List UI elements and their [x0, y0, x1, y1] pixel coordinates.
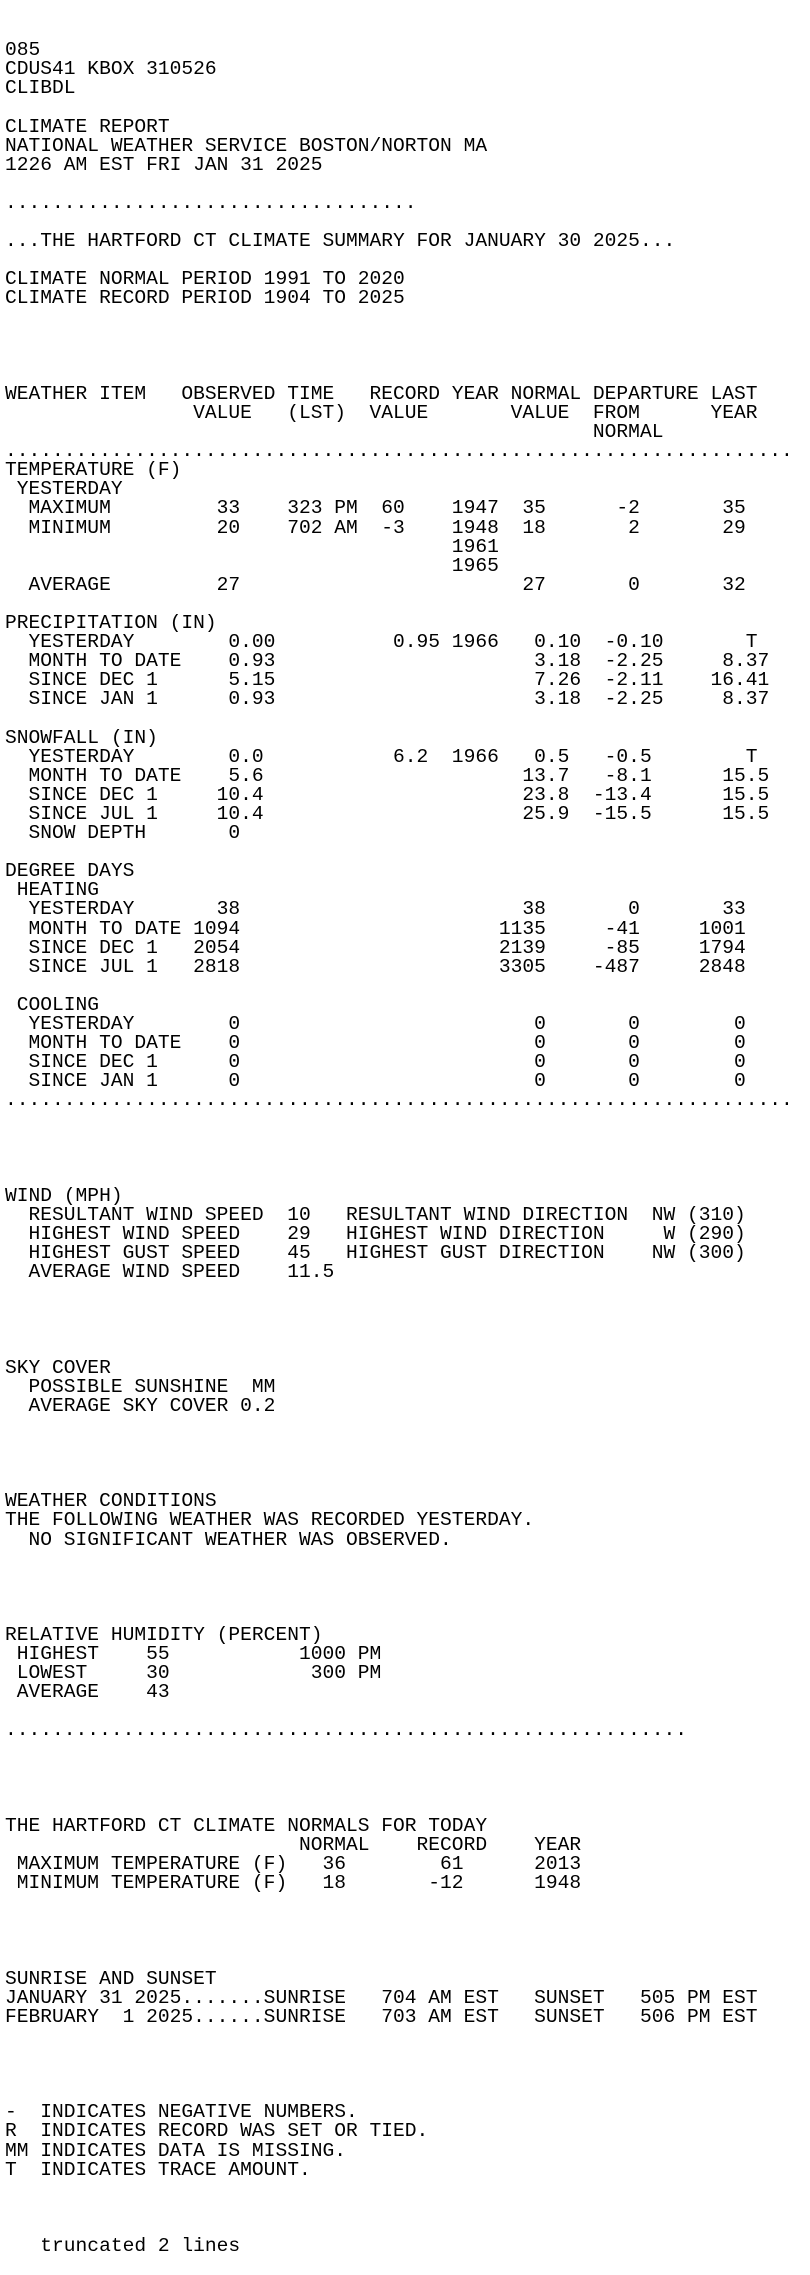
summary-table-line: SINCE JAN 1 0 0 0 0 [5, 1070, 746, 1093]
summary-table-line: SINCE JUL 1 10.4 25.9 -15.5 15.5 [5, 802, 770, 825]
summary-table-line: ................................................................... [5, 1089, 793, 1112]
header-line: CLIMATE NORMAL PERIOD 1991 TO 2020 [5, 268, 405, 291]
normals-section-line [5, 1912, 810, 1931]
header-line: CDUS41 KBOX 310526 [5, 58, 217, 81]
sky-cover-section [5, 1356, 810, 1454]
humidity-section-line: .......................................................... [5, 1719, 687, 1742]
summary-table-line: MONTH TO DATE 0 0 0 0 [5, 1032, 746, 1055]
summary-table-line: SINCE DEC 1 2054 2139 -85 1794 [5, 936, 746, 959]
climate-summary-table [5, 382, 810, 1149]
weather-conditions-section [5, 1492, 810, 1587]
summary-table-line: COOLING [5, 993, 100, 1016]
summary-table-line: YESTERDAY [5, 478, 123, 501]
legend-line: - INDICATES NEGATIVE NUMBERS. [5, 2101, 358, 2124]
sunrise-sunset-section [5, 1967, 810, 2065]
summary-table-line: ................................................................... [5, 440, 793, 463]
summary-table-line: SNOW DEPTH 0 [5, 822, 241, 845]
weather-conditions-line: NO SIGNIFICANT WEATHER WAS OBSERVED. [5, 1528, 452, 1551]
weather-conditions-line: WEATHER CONDITIONS [5, 1490, 217, 1513]
sun-section-line: SUNRISE AND SUNSET [5, 1967, 217, 1990]
climate-normals-section [5, 1814, 810, 1932]
header-line: 085 [5, 39, 41, 62]
sky-section-line: POSSIBLE SUNSHINE MM [5, 1375, 276, 1398]
wind-section-line [5, 1282, 810, 1301]
header-line: CLIBDL [5, 77, 76, 100]
legend-line: T INDICATES TRACE AMOUNT. [5, 2158, 311, 2181]
summary-table-line: NORMAL [5, 421, 664, 444]
summary-table-line: MONTH TO DATE 5.6 13.7 -8.1 15.5 [5, 764, 770, 787]
summary-table-line: TEMPERATURE (F) [5, 459, 182, 482]
weather-conditions-line [5, 1569, 810, 1588]
summary-table-line: 1961 [5, 535, 499, 558]
header-line: CLIMATE REPORT [5, 115, 170, 138]
summary-table-line: MONTH TO DATE 1094 1135 -41 1001 [5, 917, 746, 940]
weather-conditions-line: THE FOLLOWING WEATHER WAS RECORDED YESTERDAY. [5, 1509, 535, 1532]
humidity-section-line: RELATIVE HUMIDITY (PERCENT) [5, 1623, 323, 1646]
normals-section-line: NORMAL RECORD YEAR [5, 1834, 582, 1856]
summary-table-line: PRECIPITATION (IN) [5, 612, 217, 634]
wind-section-line: AVERAGE WIND SPEED 11.5 [5, 1261, 335, 1284]
header-line [5, 98, 810, 117]
header-line: ...THE HARTFORD CT CLIMATE SUMMARY FOR JANUARY 30 2025... [5, 230, 676, 253]
sun-section-line [5, 2027, 810, 2046]
summary-table-line: SINCE DEC 1 10.4 23.8 -13.4 15.5 [5, 783, 770, 806]
humidity-section-line [5, 1741, 810, 1760]
summary-table-line: SINCE DEC 1 5.15 7.26 -2.11 16.41 [5, 669, 770, 692]
summary-table-line: VALUE (LST) VALUE VALUE FROM YEAR [5, 401, 758, 424]
summary-table-line: SINCE JUL 1 2818 3305 -487 2848 [5, 955, 746, 978]
normals-section-line: MAXIMUM TEMPERATURE (F) 36 61 2013 [5, 1853, 582, 1876]
sky-section-line: AVERAGE SKY COVER 0.2 [5, 1394, 276, 1417]
legend-line: R INDICATES RECORD WAS SET OR TIED. [5, 2120, 429, 2143]
summary-table-line: YESTERDAY 0 0 0 0 [5, 1012, 746, 1035]
wind-section-line: HIGHEST GUST SPEED 45 HIGHEST GUST DIRECTION NW (300) [5, 1242, 746, 1265]
summary-table-line: SINCE JAN 1 0.93 3.18 -2.25 8.37 [5, 688, 770, 711]
summary-table-line: DEGREE DAYS [5, 860, 135, 883]
summary-table-line [5, 1130, 810, 1149]
summary-table-line: HEATING [5, 879, 100, 902]
sun-section-line: FEBRUARY 1 2025......SUNRISE 703 AM EST SUNSET 506 PM EST [5, 2005, 758, 2028]
wind-section [5, 1184, 810, 1321]
header-line [5, 328, 810, 347]
legend-line: MM INDICATES DATA IS MISSING. [5, 2139, 346, 2162]
summary-table-line: AVERAGE 27 27 0 32 [5, 573, 746, 596]
sun-section-line: JANUARY 31 2025.......SUNRISE 704 AM EST SUNSET 505 PM EST [5, 1986, 758, 2009]
summary-table-line: YESTERDAY 38 38 0 33 [5, 898, 746, 921]
summary-table-line: SINCE DEC 1 0 0 0 0 [5, 1051, 746, 1074]
humidity-section-line [5, 1760, 810, 1779]
normals-section-line: THE HARTFORD CT CLIMATE NORMALS FOR TODAY [5, 1814, 488, 1837]
summary-table-line: MINIMUM 20 702 AM -3 1948 18 2 29 [5, 516, 746, 539]
header-line: 1226 AM EST FRI JAN 31 2025 [5, 153, 323, 176]
legend-line [5, 2180, 810, 2199]
report-header [5, 41, 810, 347]
summary-table-line: WEATHER ITEM OBSERVED TIME RECORD YEAR NORMAL DEPARTURE LAST [5, 382, 758, 405]
relative-humidity-section [5, 1623, 810, 1779]
legend-section [5, 2103, 810, 2256]
wind-section-line: HIGHEST WIND SPEED 29 HIGHEST WIND DIRECTION W (290) [5, 1223, 746, 1245]
summary-table-line: MONTH TO DATE 0.93 3.18 -2.25 8.37 [5, 650, 770, 673]
sky-section-line: SKY COVER [5, 1356, 111, 1379]
humidity-section-line: AVERAGE 43 [5, 1681, 170, 1704]
legend-line [5, 2218, 810, 2237]
summary-table-line: YESTERDAY 0.00 0.95 1966 0.10 -0.10 T [5, 631, 758, 654]
legend-line [5, 2199, 810, 2218]
sky-section-line [5, 1416, 810, 1435]
legend-line: truncated 2 lines [5, 2234, 241, 2257]
summary-table-line: SNOWFALL (IN) [5, 726, 158, 749]
header-line: ................................... [5, 191, 417, 214]
wind-section-line: RESULTANT WIND SPEED 10 RESULTANT WIND DIRECTION NW (310) [5, 1203, 746, 1226]
normals-section-line [5, 1893, 810, 1912]
header-line: NATIONAL WEATHER SERVICE BOSTON/NORTON MA [5, 134, 488, 157]
normals-section-line: MINIMUM TEMPERATURE (F) 18 -12 1948 [5, 1872, 582, 1895]
wind-section-line [5, 1301, 810, 1320]
summary-table-line: 1965 [5, 554, 499, 577]
summary-table-line [5, 977, 810, 996]
sun-section-line [5, 2046, 810, 2065]
sky-section-line [5, 1435, 810, 1454]
humidity-section-line: LOWEST 30 300 PM [5, 1662, 382, 1685]
humidity-section-line: HIGHEST 55 1000 PM [5, 1643, 382, 1666]
summary-table-line [5, 1110, 810, 1129]
header-line [5, 309, 810, 328]
weather-conditions-line [5, 1550, 810, 1569]
header-line: CLIMATE RECORD PERIOD 1904 TO 2025 [5, 287, 405, 310]
wind-section-line: WIND (MPH) [5, 1184, 123, 1207]
summary-table-line: YESTERDAY 0.0 6.2 1966 0.5 -0.5 T [5, 745, 758, 768]
summary-table-line: MAXIMUM 33 323 PM 60 1947 35 -2 35 [5, 497, 746, 520]
summary-table-line [5, 709, 810, 728]
